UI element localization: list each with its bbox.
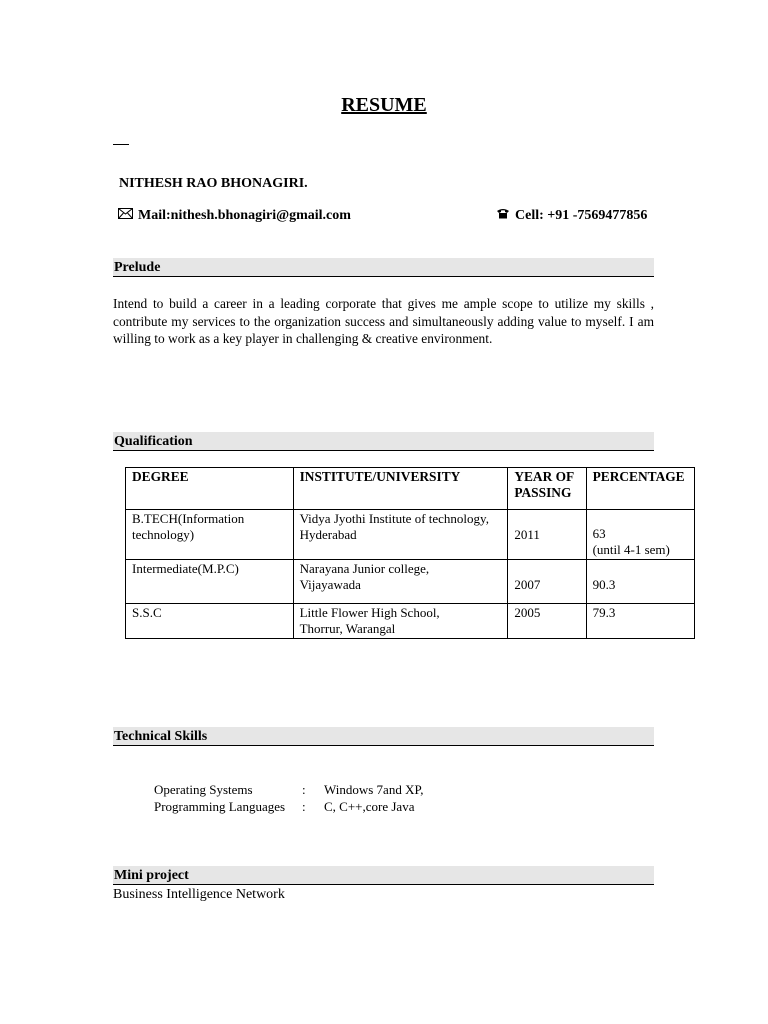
year-cell: 2007: [508, 560, 586, 604]
degree-cell: S.S.C: [126, 604, 294, 639]
percentage-cell: 79.3: [586, 604, 694, 639]
skill-separator: :: [302, 782, 306, 797]
prelude-text: Intend to build a career in a leading corporate that gives me ample scope to utilize my skills , contribute my services to the organization success and simultaneously adding value to myself. I am willing to work as a key player in challenging & creative environment.: [113, 296, 654, 346]
envelope-icon: [118, 208, 133, 224]
cell-contact: [496, 208, 647, 224]
mail-text: Mail:nithesh.bhonagiri@gmail.com: [138, 208, 351, 223]
percentage-cell: 90.3: [586, 560, 694, 604]
mini-project-text: Business Intelligence Network: [113, 887, 285, 902]
column-header-percentage: PERCENTAGE: [586, 468, 694, 510]
institute-line: Hyderabad: [299, 527, 357, 542]
candidate-name: NITHESH RAO BHONAGIRI.: [119, 176, 308, 191]
mail-contact: [118, 208, 351, 224]
percentage-value: 63: [592, 526, 606, 541]
qualification-table: [125, 467, 695, 639]
divider-dash: [113, 144, 129, 145]
year-cell: 2011: [508, 510, 586, 560]
cell-text: Cell: +91 -7569477856: [515, 208, 648, 223]
list-item: [154, 781, 424, 798]
column-header-institute: INSTITUTE/UNIVERSITY: [293, 468, 508, 510]
institute-line: Vijayawada: [299, 577, 361, 592]
qualification-heading: Qualification: [113, 432, 654, 451]
table-header-row: [126, 468, 695, 510]
degree-cell: Intermediate(M.P.C): [126, 560, 294, 604]
phone-icon: [496, 208, 510, 224]
institute-line: Little Flower High School,: [299, 605, 440, 620]
list-item: [154, 798, 424, 815]
institute-cell: [293, 510, 508, 560]
skill-label: Programming Languages: [154, 799, 286, 814]
institute-line: Thorrur, Warangal: [299, 621, 396, 636]
resume-title: RESUME: [341, 94, 427, 116]
mini-project-heading: Mini project: [113, 866, 654, 885]
table-row: [126, 560, 695, 604]
skill-label: Operating Systems: [154, 782, 253, 797]
institute-line: Narayana Junior college,: [299, 561, 430, 576]
table-row: [126, 604, 695, 639]
percentage-note: (until 4-1 sem): [592, 542, 670, 557]
column-header-degree: DEGREE: [126, 468, 294, 510]
skill-value: Windows 7and XP,: [324, 782, 424, 797]
year-cell: 2005: [508, 604, 586, 639]
skills-list: [154, 781, 424, 815]
skill-value: C, C++,core Java: [324, 799, 415, 814]
column-header-year: YEAR OF PASSING: [508, 468, 586, 510]
skills-heading: Technical Skills: [113, 727, 654, 746]
degree-cell: B.TECH(Information technology): [126, 510, 294, 560]
prelude-heading: Prelude: [113, 258, 654, 277]
percentage-cell: [586, 510, 694, 560]
institute-cell: [293, 560, 508, 604]
table-row: [126, 510, 695, 560]
institute-line: Vidya Jyothi Institute of technology,: [299, 511, 489, 526]
institute-cell: [293, 604, 508, 639]
skill-separator: :: [302, 799, 306, 814]
